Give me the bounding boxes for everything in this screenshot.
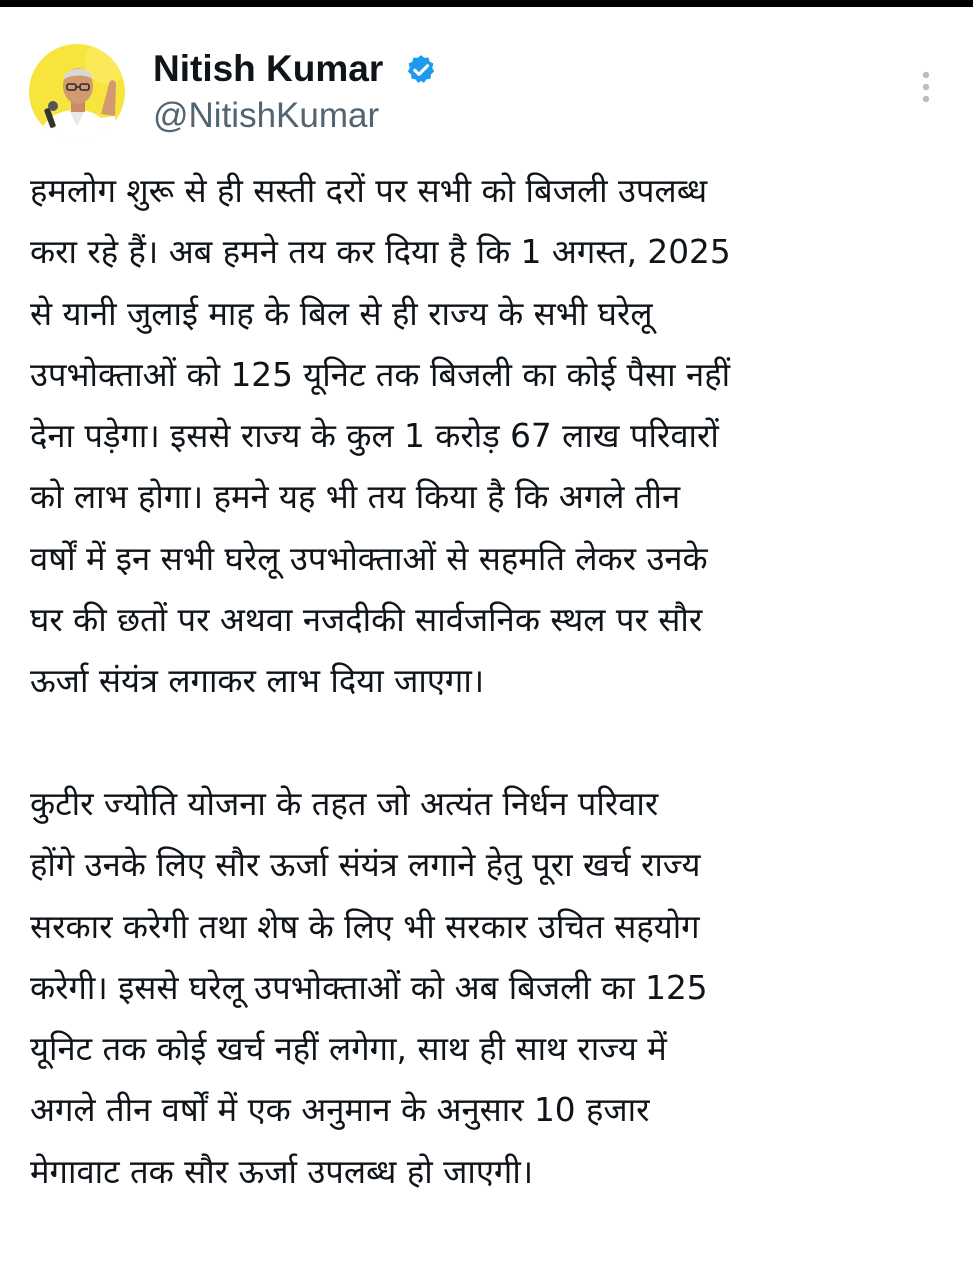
verified-badge-icon bbox=[404, 53, 438, 87]
tweet-paragraph-1 bbox=[30, 160, 950, 712]
tweet-line: अगले तीन वर्षों में एक अनुमान के अनुसार 10 हजार bbox=[30, 1090, 650, 1130]
tweet-paragraph-2 bbox=[30, 773, 950, 1202]
tweet-text bbox=[30, 160, 950, 1202]
tweet-line: वर्षों में इन सभी घरेलू उपभोक्ताओं से सहमति लेकर उनके bbox=[30, 538, 708, 578]
tweet-line: घर की छतों पर अथवा नजदीकी सार्वजनिक स्थल पर सौर bbox=[30, 600, 703, 640]
tweet-line: कुटीर ज्योति योजना के तहत जो अत्यंत निर्धन परिवार bbox=[30, 783, 659, 823]
avatar[interactable] bbox=[29, 44, 125, 140]
avatar-image bbox=[29, 44, 125, 140]
display-name[interactable]: Nitish Kumar bbox=[153, 48, 384, 89]
paragraph-spacer bbox=[30, 712, 950, 773]
tweet-line: करा रहे हैं। अब हमने तय कर दिया है कि 1 अगस्त, 2025 bbox=[30, 232, 731, 272]
tweet-header bbox=[0, 7, 973, 142]
tweet-line: देना पड़ेगा। इससे राज्य के कुल 1 करोड़ 67 लाख परिवारों bbox=[30, 416, 719, 456]
tweet-line: यूनिट तक कोई खर्च नहीं लगेगा, साथ ही साथ राज्य में bbox=[30, 1029, 667, 1069]
author-handle[interactable]: @NitishKumar bbox=[153, 96, 380, 135]
tweet-line: मेगावाट तक सौर ऊर्जा उपलब्ध हो जाएगी। bbox=[30, 1151, 534, 1191]
tweet-line: को लाभ होगा। हमने यह भी तय किया है कि अगले तीन bbox=[30, 477, 681, 517]
tweet-line: होंगे उनके लिए सौर ऊर्जा संयंत्र लगाने हेतु पूरा खर्च राज्य bbox=[30, 845, 701, 885]
tweet-line: करेगी। इससे घरेलू उपभोक्ताओं को अब बिजली का 125 bbox=[30, 967, 708, 1007]
top-edge-bar bbox=[0, 0, 973, 7]
tweet-line: सरकार करेगी तथा शेष के लिए भी सरकार उचित सहयोग bbox=[30, 906, 700, 946]
tweet-line: हमलोग शुरू से ही सस्ती दरों पर सभी को बिजली उपलब्ध bbox=[30, 171, 708, 210]
tweet-line: उपभोक्ताओं को 125 यूनिट तक बिजली का कोई पैसा नहीं bbox=[30, 354, 731, 394]
more-vertical-icon[interactable] bbox=[908, 67, 944, 107]
tweet-line: ऊर्जा संयंत्र लगाकर लाभ दिया जाएगा। bbox=[30, 661, 485, 701]
tweet-line: से यानी जुलाई माह के बिल से ही राज्य के सभी घरेलू bbox=[30, 293, 653, 333]
